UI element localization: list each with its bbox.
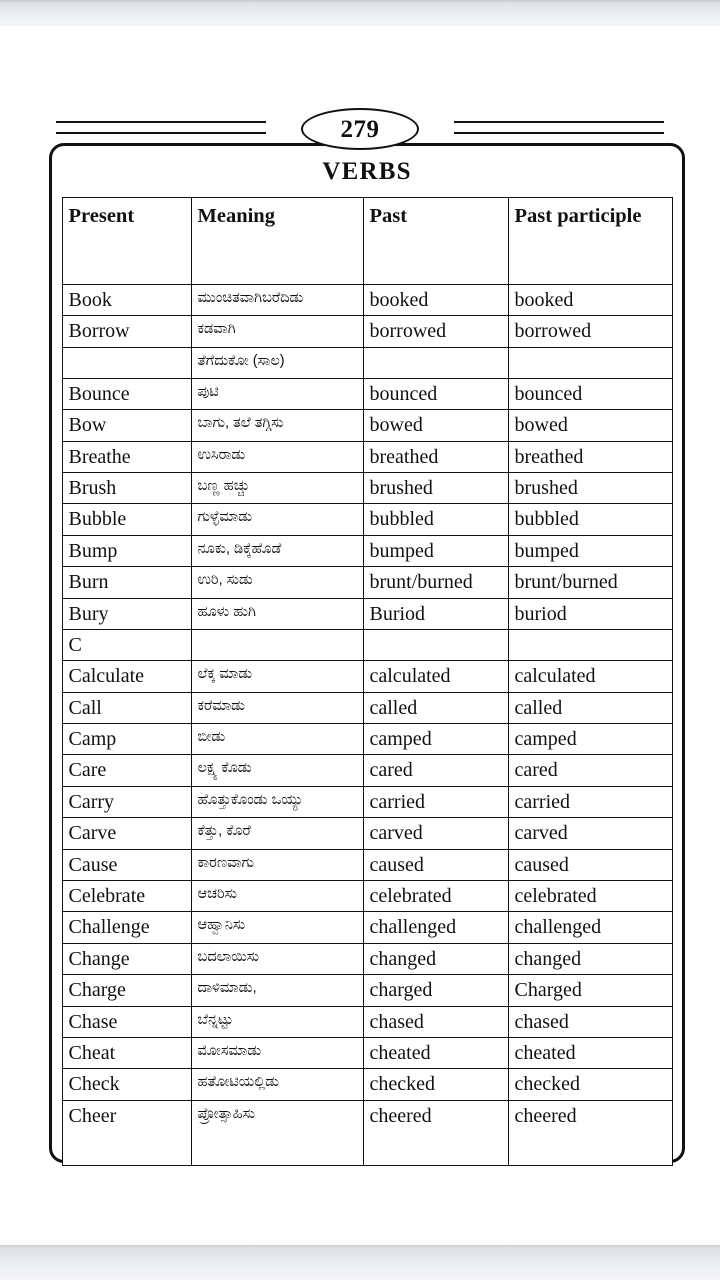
cell-present: Bow: [62, 410, 191, 441]
cell-past: checked: [363, 1069, 508, 1100]
table-row: [62, 629, 672, 660]
cell-participle: cheated: [508, 1037, 672, 1068]
cell-past: breathed: [363, 441, 508, 472]
cell-participle: bumped: [508, 535, 672, 566]
cell-meaning: ಕಡವಾಗಿ: [191, 316, 363, 347]
cell-meaning: ಬೀಡು: [191, 724, 363, 755]
cell-meaning: ಬದಲಾಯಿಸು: [191, 943, 363, 974]
cell-present: Calculate: [62, 661, 191, 692]
cell-past: booked: [363, 285, 508, 316]
table-row: [62, 786, 672, 817]
cell-past: bubbled: [363, 504, 508, 535]
table-row: [62, 692, 672, 723]
cell-meaning: ಮುಂಚಿತವಾಗಿಬರೆದಿಡು: [191, 285, 363, 316]
cell-participle: celebrated: [508, 881, 672, 912]
cell-past: changed: [363, 943, 508, 974]
cell-past: camped: [363, 724, 508, 755]
cell-participle: bounced: [508, 378, 672, 409]
cell-present: Check: [62, 1069, 191, 1100]
cell-present: Bubble: [62, 504, 191, 535]
cell-meaning: ಆಹ್ವಾನಿಸು: [191, 912, 363, 943]
cell-participle: challenged: [508, 912, 672, 943]
cell-meaning: ಲಕ್ಷ್ಯ ಕೊಡು: [191, 755, 363, 786]
cell-meaning: ಕರೆಮಾಡು: [191, 692, 363, 723]
cell-participle: buriod: [508, 598, 672, 629]
cell-present: Cause: [62, 849, 191, 880]
cell-participle: checked: [508, 1069, 672, 1100]
viewer-bottom-band: [0, 1245, 720, 1280]
cell-participle: brushed: [508, 472, 672, 503]
verbs-panel: [49, 143, 685, 1163]
cell-meaning: ಬಾಗು, ತಲೆ ತಗ್ಗಿಸು: [191, 410, 363, 441]
cell-past: challenged: [363, 912, 508, 943]
cell-present: Book: [62, 285, 191, 316]
cell-past: brushed: [363, 472, 508, 503]
cell-participle: Charged: [508, 975, 672, 1006]
cell-present: Cheer: [62, 1100, 191, 1165]
cell-past: calculated: [363, 661, 508, 692]
cell-present: Challenge: [62, 912, 191, 943]
table-row: [62, 1006, 672, 1037]
cell-present: Bury: [62, 598, 191, 629]
cell-past: charged: [363, 975, 508, 1006]
cell-participle: calculated: [508, 661, 672, 692]
cell-meaning: ತೆಗೆದುಕೋ (ಸಾಲ): [191, 347, 363, 378]
cell-present: Camp: [62, 724, 191, 755]
cell-present: C: [62, 629, 191, 660]
cell-present: Bump: [62, 535, 191, 566]
cell-participle: bubbled: [508, 504, 672, 535]
cell-present: Breathe: [62, 441, 191, 472]
column-header-participle: Past participle: [508, 198, 672, 285]
table-row: [62, 1037, 672, 1068]
table-body: [62, 285, 672, 1166]
table-row: [62, 849, 672, 880]
cell-participle: caused: [508, 849, 672, 880]
page-title: VERBS: [322, 158, 412, 185]
cell-past: celebrated: [363, 881, 508, 912]
table-row: [62, 975, 672, 1006]
cell-present: Carry: [62, 786, 191, 817]
cell-participle: borrowed: [508, 316, 672, 347]
cell-participle: cared: [508, 755, 672, 786]
cell-past: cheated: [363, 1037, 508, 1068]
table-row: [62, 535, 672, 566]
cell-participle: changed: [508, 943, 672, 974]
header-rule-right: [454, 121, 664, 134]
column-header-meaning: Meaning: [191, 198, 363, 285]
cell-meaning: ಲೆಕ್ಕ ಮಾಡು: [191, 661, 363, 692]
cell-meaning: ಕೆತ್ತು, ಕೊರೆ: [191, 818, 363, 849]
table-row: [62, 347, 672, 378]
cell-meaning: ಉರಿ, ಸುಡು: [191, 567, 363, 598]
cell-present: Bounce: [62, 378, 191, 409]
cell-meaning: ಪುಟಿ: [191, 378, 363, 409]
cell-present: Brush: [62, 472, 191, 503]
cell-past: bowed: [363, 410, 508, 441]
cell-participle: camped: [508, 724, 672, 755]
cell-meaning: [191, 629, 363, 660]
cell-participle: chased: [508, 1006, 672, 1037]
cell-past: bumped: [363, 535, 508, 566]
table-row: [62, 818, 672, 849]
cell-meaning: ಬೆನ್ನಟ್ಟು: [191, 1006, 363, 1037]
table-row: [62, 661, 672, 692]
cell-participle: [508, 629, 672, 660]
table-row: [62, 316, 672, 347]
cell-past: [363, 347, 508, 378]
cell-meaning: ಹತೋಟಿಯಲ್ಲಿಡು: [191, 1069, 363, 1100]
table-row: [62, 724, 672, 755]
header-rule-left: [56, 121, 266, 134]
cell-meaning: ಹೂಳು ಹುಗಿ: [191, 598, 363, 629]
cell-present: Cheat: [62, 1037, 191, 1068]
verbs-table: [62, 197, 673, 1166]
column-header-past: Past: [363, 198, 508, 285]
cell-present: Borrow: [62, 316, 191, 347]
cell-meaning: ಕಾರಣವಾಗು: [191, 849, 363, 880]
cell-past: chased: [363, 1006, 508, 1037]
cell-past: cared: [363, 755, 508, 786]
cell-meaning: ಆಚರಿಸು: [191, 881, 363, 912]
cell-meaning: ದಾಳಿಮಾಡು,: [191, 975, 363, 1006]
cell-past: borrowed: [363, 316, 508, 347]
cell-past: cheered: [363, 1100, 508, 1165]
viewer-top-band: [0, 0, 720, 26]
cell-meaning: ಗುಳ್ಳೆಮಾಡು: [191, 504, 363, 535]
cell-present: Change: [62, 943, 191, 974]
cell-past: Buriod: [363, 598, 508, 629]
table-row: [62, 441, 672, 472]
cell-present: Celebrate: [62, 881, 191, 912]
page-number: 279: [340, 115, 380, 143]
cell-present: Burn: [62, 567, 191, 598]
cell-participle: bowed: [508, 410, 672, 441]
page-header-rule: [56, 108, 664, 148]
cell-present: Charge: [62, 975, 191, 1006]
table-row: [62, 472, 672, 503]
cell-participle: carved: [508, 818, 672, 849]
cell-participle: [508, 347, 672, 378]
table-row: [62, 912, 672, 943]
cell-past: [363, 629, 508, 660]
table-row: [62, 1069, 672, 1100]
table-row: [62, 1100, 672, 1165]
table-row: [62, 943, 672, 974]
cell-meaning: ಬಣ್ಣ ಹಚ್ಚು: [191, 472, 363, 503]
cell-present: Carve: [62, 818, 191, 849]
cell-meaning: ಉಸಿರಾಡು: [191, 441, 363, 472]
cell-present: Chase: [62, 1006, 191, 1037]
table-row: [62, 410, 672, 441]
cell-meaning: ನೂಕು, ಡಿಕ್ಕೆಹೊಡೆ: [191, 535, 363, 566]
cell-participle: breathed: [508, 441, 672, 472]
cell-meaning: ಪ್ರೋತ್ಸಾಹಿಸು: [191, 1100, 363, 1165]
cell-participle: brunt/burned: [508, 567, 672, 598]
cell-present: Call: [62, 692, 191, 723]
cell-past: bounced: [363, 378, 508, 409]
cell-present: [62, 347, 191, 378]
cell-past: brunt/burned: [363, 567, 508, 598]
cell-participle: cheered: [508, 1100, 672, 1165]
cell-present: Care: [62, 755, 191, 786]
page-number-badge: [301, 108, 419, 150]
cell-participle: carried: [508, 786, 672, 817]
page-sheet: [0, 26, 720, 1245]
table-row: [62, 881, 672, 912]
cell-past: carved: [363, 818, 508, 849]
table-header-row: [62, 198, 672, 285]
cell-past: carried: [363, 786, 508, 817]
cell-participle: booked: [508, 285, 672, 316]
cell-meaning: ಹೊತ್ತುಕೊಂಡು ಒಯ್ಯು: [191, 786, 363, 817]
cell-past: called: [363, 692, 508, 723]
column-header-present: Present: [62, 198, 191, 285]
table-row: [62, 755, 672, 786]
cell-meaning: ಮೋಸಮಾಡು: [191, 1037, 363, 1068]
cell-participle: called: [508, 692, 672, 723]
table-row: [62, 378, 672, 409]
cell-past: caused: [363, 849, 508, 880]
table-row: [62, 504, 672, 535]
table-row: [62, 567, 672, 598]
table-head: [62, 198, 672, 285]
table-row: [62, 285, 672, 316]
table-row: [62, 598, 672, 629]
